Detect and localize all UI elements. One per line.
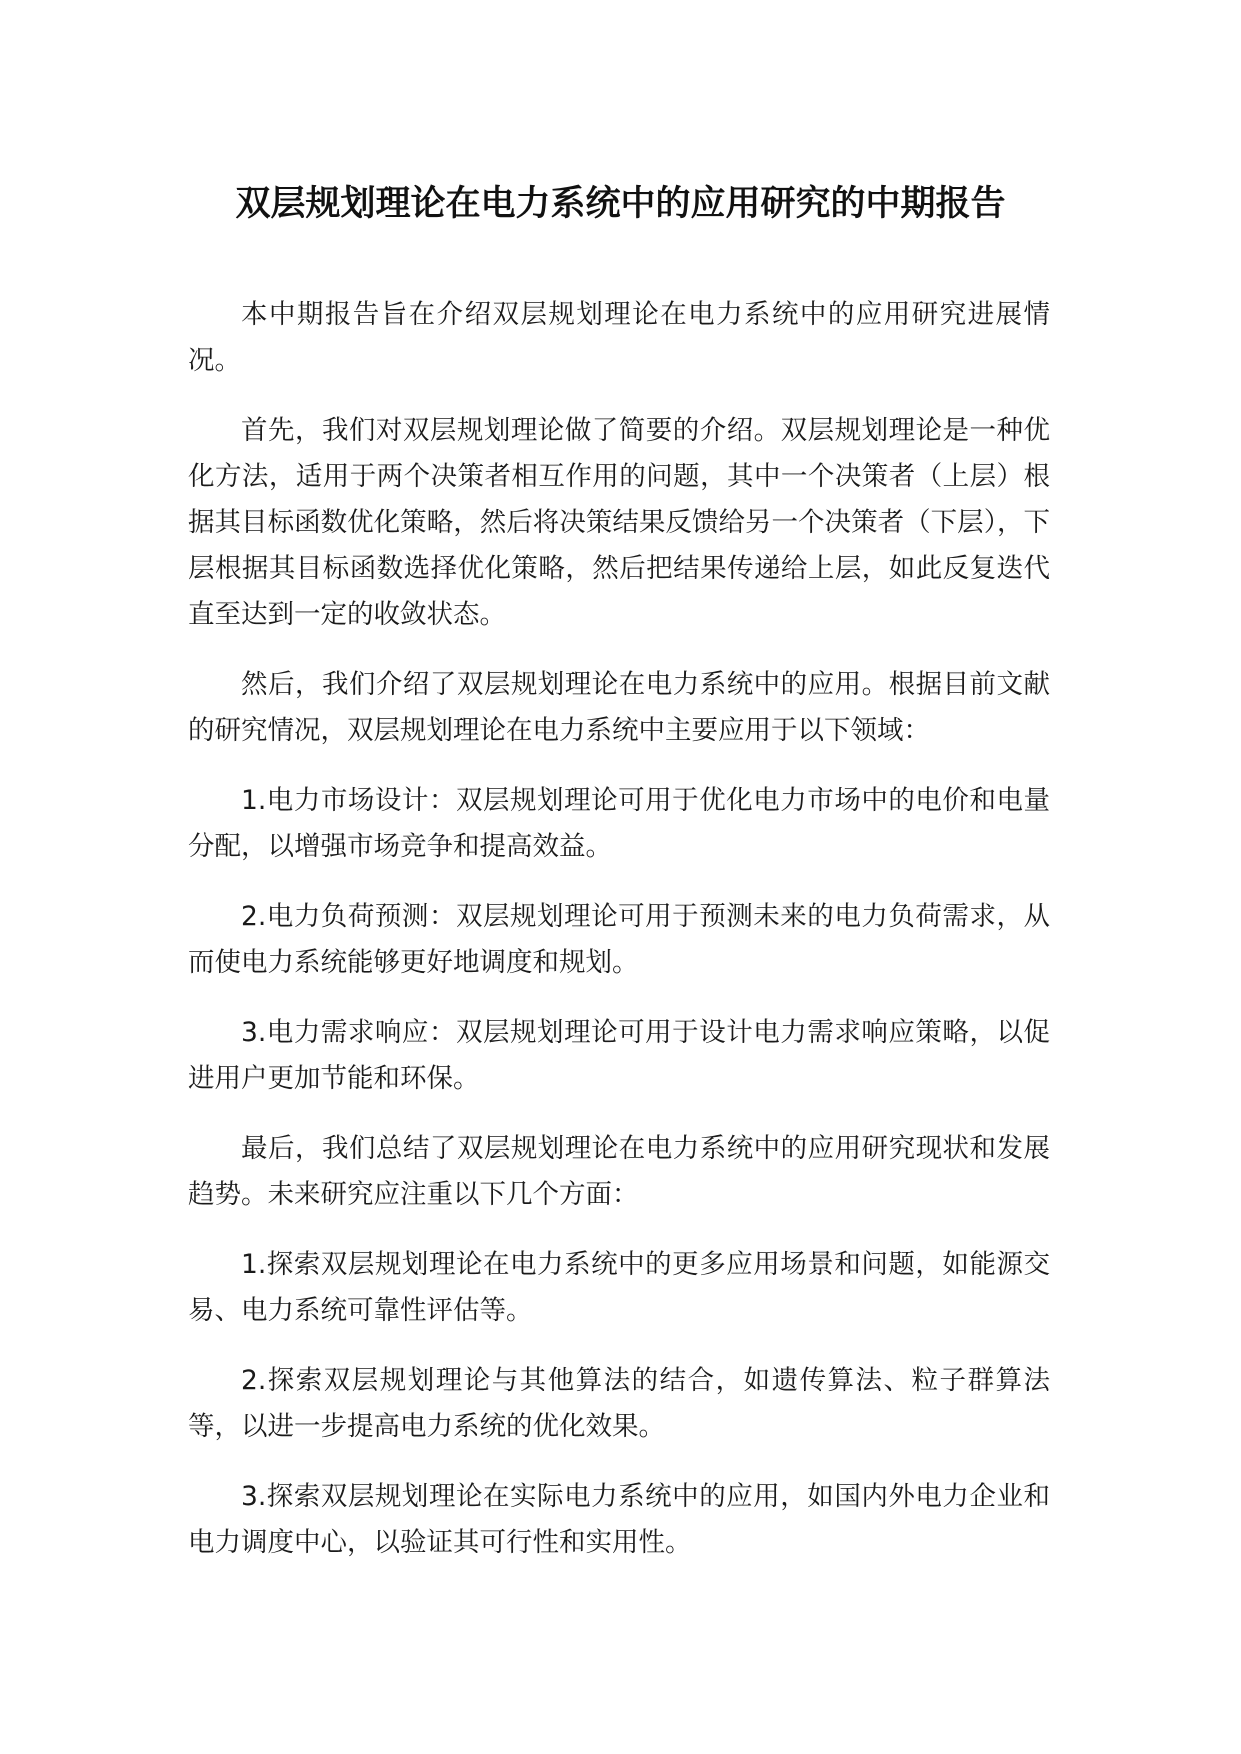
paragraph-application-item-2: 2.电力负荷预测：双层规划理论可用于预测未来的电力负荷需求，从而使电力系统能够更好地调度和规划。 <box>188 901 1050 978</box>
paragraph-application-item-1: 1.电力市场设计：双层规划理论可用于优化电力市场中的电价和电量分配，以增强市场竞争和提高效益。 <box>188 785 1050 862</box>
paragraph-summary: 最后，我们总结了双层规划理论在电力系统中的应用研究现状和发展趋势。未来研究应注重以下几个方面： <box>188 1133 1050 1210</box>
paragraph-future-item-2: 2.探索双层规划理论与其他算法的结合，如遗传算法、粒子群算法等，以进一步提高电力系统的优化效果。 <box>188 1365 1050 1442</box>
paragraph-future-item-1: 1.探索双层规划理论在电力系统中的更多应用场景和问题，如能源交易、电力系统可靠性评估等。 <box>188 1249 1050 1326</box>
document-title: 双层规划理论在电力系统中的应用研究的中期报告 <box>235 184 1006 224</box>
paragraph-application-intro: 然后，我们介绍了双层规划理论在电力系统中的应用。根据目前文献的研究情况，双层规划理论在电力系统中主要应用于以下领域： <box>188 669 1050 746</box>
paragraph-future-item-3: 3.探索双层规划理论在实际电力系统中的应用，如国内外电力企业和电力调度中心，以验证其可行性和实用性。 <box>188 1481 1050 1558</box>
document-body <box>188 292 1050 1590</box>
paragraph-intro: 本中期报告旨在介绍双层规划理论在电力系统中的应用研究进展情况。 <box>188 299 1050 376</box>
paragraph-theory-overview: 首先，我们对双层规划理论做了简要的介绍。双层规划理论是一种优化方法，适用于两个决策者相互作用的问题，其中一个决策者（上层）根据其目标函数优化策略，然后将决策结果反馈给另一个决策者（下层），下层根据其目标函数选择优化策略，然后把结果传递给上层，如此反复迭代直至达到一定的收敛状态。 <box>188 415 1050 630</box>
paragraph-application-item-3: 3.电力需求响应：双层规划理论可用于设计电力需求响应策略，以促进用户更加节能和环保。 <box>188 1017 1050 1094</box>
